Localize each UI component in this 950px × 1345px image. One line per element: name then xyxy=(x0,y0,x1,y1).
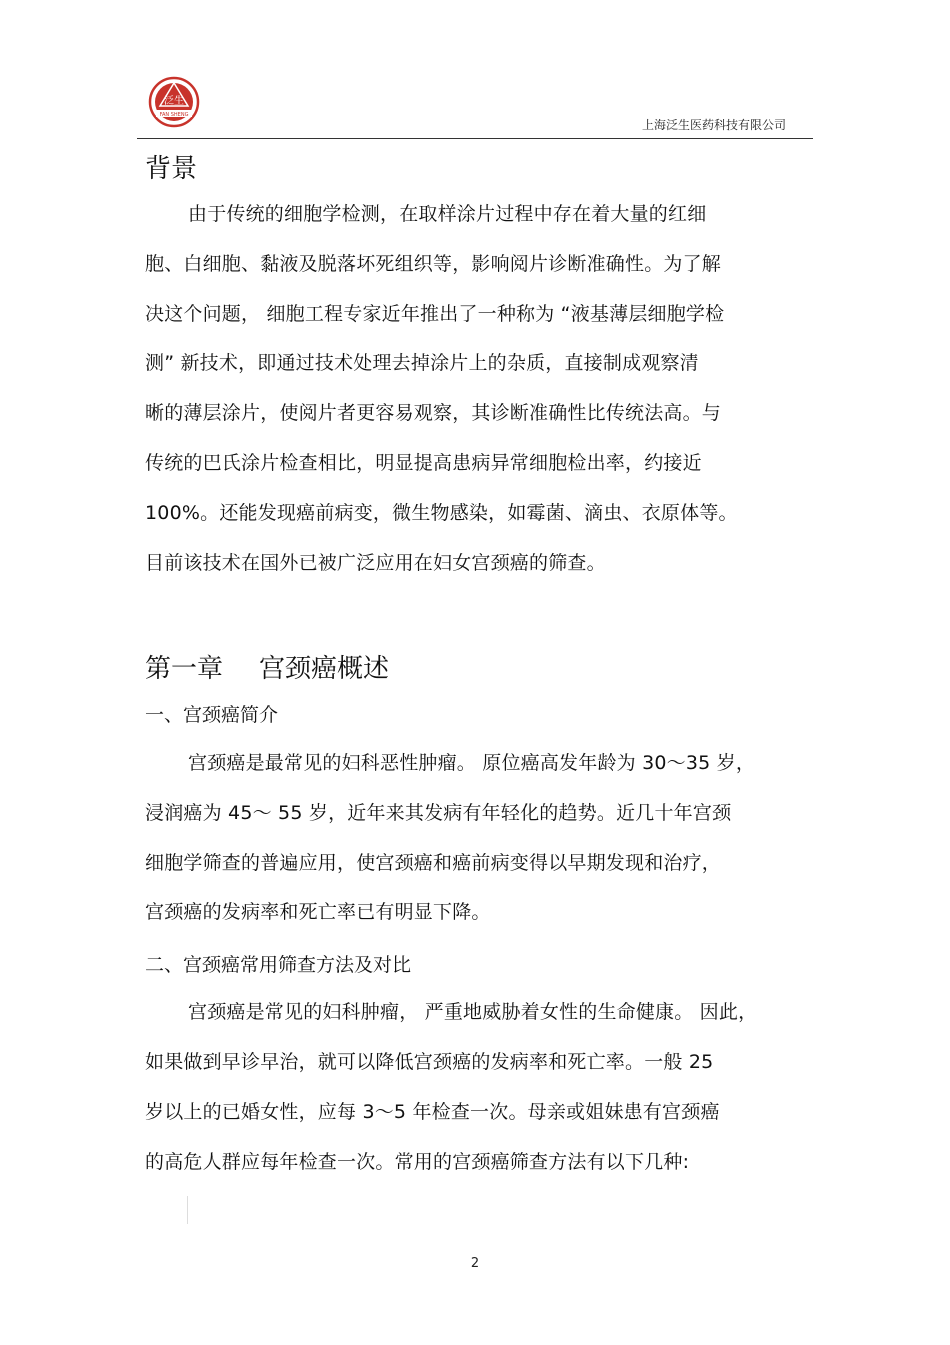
chapter-title: 宫颈癌概述 xyxy=(259,654,390,684)
paragraph-line: 决这个问题， 细胞工程专家近年推出了一种称为 “液基薄层细胞学检 xyxy=(145,303,725,325)
logo-subtext: FAN SHENG xyxy=(159,112,189,118)
paragraph-line: 由于传统的细胞学检测，在取样涂片过程中存在着大量的红细 xyxy=(188,203,707,225)
paragraph-line: 浸润癌为 45～ 55 岁，近年来其发病有年轻化的趋势。近几十年宫颈 xyxy=(145,802,732,824)
paragraph-line: 宫颈癌的发病率和死亡率已有明显下降。 xyxy=(145,901,491,923)
paragraph-line: 目前该技术在国外已被广泛应用在妇女宫颈癌的筛查。 xyxy=(145,552,606,574)
page-number: 2 xyxy=(470,1256,480,1271)
chapter-heading xyxy=(145,648,389,685)
company-name: 上海泛生医药科技有限公司 xyxy=(641,118,786,132)
paragraph-line: 测” 新技术，即通过技术处理去掉涂片上的杂质，直接制成观察清 xyxy=(145,352,699,374)
header-divider xyxy=(137,138,813,139)
paragraph-line: 胞、白细胞、黏液及脱落坏死组织等，影响阅片诊断准确性。为了解 xyxy=(145,253,722,275)
paragraph-line: 的高危人群应每年检查一次。常用的宫颈癌筛查方法有以下几种: xyxy=(145,1151,690,1173)
paragraph-line: 宫颈癌是常见的妇科肿瘤， 严重地威胁着女性的生命健康。 因此， xyxy=(188,1001,758,1023)
paragraph-line: 细胞学筛查的普遍应用，使宫颈癌和癌前病变得以早期发现和治疗， xyxy=(145,852,722,874)
paragraph-line: 岁以上的已婚女性，应每 3～5 年检查一次。母亲或姐妹患有宫颈癌 xyxy=(145,1101,720,1123)
subsection-heading-intro: 一、宫颈癌简介 xyxy=(145,704,279,726)
paragraph-line: 晰的薄层涂片，使阅片者更容易观察，其诊断准确性比传统法高。与 xyxy=(145,402,722,424)
table-border-fragment xyxy=(187,1196,188,1224)
section-heading-background: 背景 xyxy=(145,154,198,184)
paragraph-line: 如果做到早诊早治，就可以降低宫颈癌的发病率和死亡率。一般 25 xyxy=(145,1051,714,1073)
subsection-heading-screening: 二、宫颈癌常用筛查方法及对比 xyxy=(145,954,412,976)
company-logo-icon xyxy=(148,76,200,128)
paragraph-line: 宫颈癌是最常见的妇科恶性肿瘤。 原位癌高发年龄为 30～35 岁， xyxy=(188,752,756,774)
paragraph-line: 100%。还能发现癌前病变，微生物感染，如霉菌、滴虫、衣原体等。 xyxy=(145,502,738,524)
logo-text: 泛生 xyxy=(164,96,184,107)
paragraph-line: 传统的巴氏涂片检查相比，明显提高患病异常细胞检出率，约接近 xyxy=(145,452,702,474)
chapter-label: 第一章 xyxy=(145,654,224,684)
